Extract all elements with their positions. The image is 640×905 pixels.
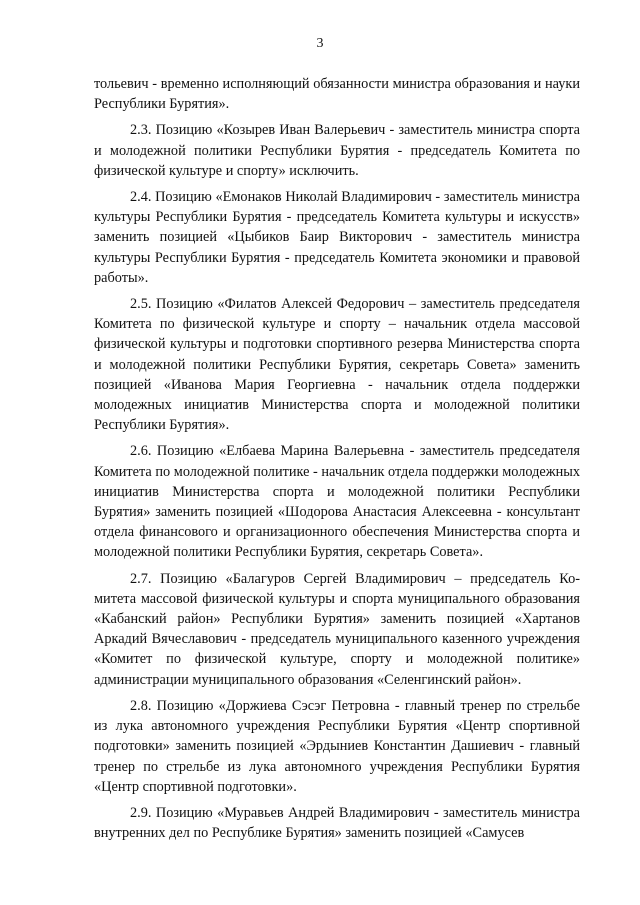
paragraph-2-8: 2.8. Позицию «Доржиева Сэсэг Петровна - главный тренер по стрельбе из лука автономного учреждения Республики Бурятия «Центр спортивной подготовки» заменить позицией «Эрдыниев Константин Дашиевич - главный тренер по стрельбе из лука автономного учреждения Республики Бурятия «Центр спортивной подготовки». <box>94 697 580 795</box>
paragraph-2-3: 2.3. Позицию «Козырев Иван Валерьевич - заместитель министра спорта и молодежной политики Республики Бурятия - председатель Комитета по физической культуре и спорту» исключить. <box>94 122 580 179</box>
paragraph-2-6: 2.6. Позицию «Елбаева Марина Валерьевна - заместитель председателя Комитета по молодежной политике - начальник отдела поддержки молодежных инициатив Министерства спорта и молодежной политики Республики Бурятия» заменить позицией «Шодорова Анастасия Алексеевна - консультант отдела финансового и организационного обеспечения Министерства спорта и молодежной политики Республики Бурятия, секретарь Совета». <box>94 443 580 561</box>
paragraph-2-4: 2.4. Позицию «Емонаков Николай Владимирович - заместитель министра культуры Республики Бурятия - председатель Комитета культуры и искусств» заменить позицией «Цыбиков Баир Викторович - заместитель министра культуры Республики Бурятия - председатель Комитета экономики и правовой работы». <box>94 189 580 286</box>
paragraph-continuation: тольевич - временно исполняющий обязанности министра образования и науки Республики Бурятия». <box>94 76 580 113</box>
paragraph-2-5: 2.5. Позицию «Филатов Алексей Федорович – заместитель председателя Комитета по физической культуре и спорту – начальник отдела массовой физической культуры и подготовки спортивного резерва Министерства спорта и молодежной политики Республики Бурятия, секретарь Совета» заменить позицией «Иванова Мария Георгиевна - начальник отдела поддержки молодежных инициатив Министерства спорта и молодежной политики Республики Бурятия». <box>94 296 580 434</box>
page-number: 3 <box>316 36 324 51</box>
paragraph-2-9: 2.9. Позицию «Муравьев Андрей Владимирович - заместитель министра внутренних дел по Республике Бурятия» заменить позицией «Самусев <box>94 804 580 842</box>
paragraph-2-7: 2.7. Позицию «Балагуров Сергей Владимирович – председатель Комитета массовой физической культуры и спорта муниципального образования «Кабанский район» Республики Бурятия» заменить позицией «Хартанов Аркадий Вячеславович - председатель муниципального казенного учреждения «Комитет по физической культуре, спорту и молодежной политике» администрации муниципального образования «Селенгинский район». <box>94 570 580 688</box>
document-body <box>94 74 580 849</box>
